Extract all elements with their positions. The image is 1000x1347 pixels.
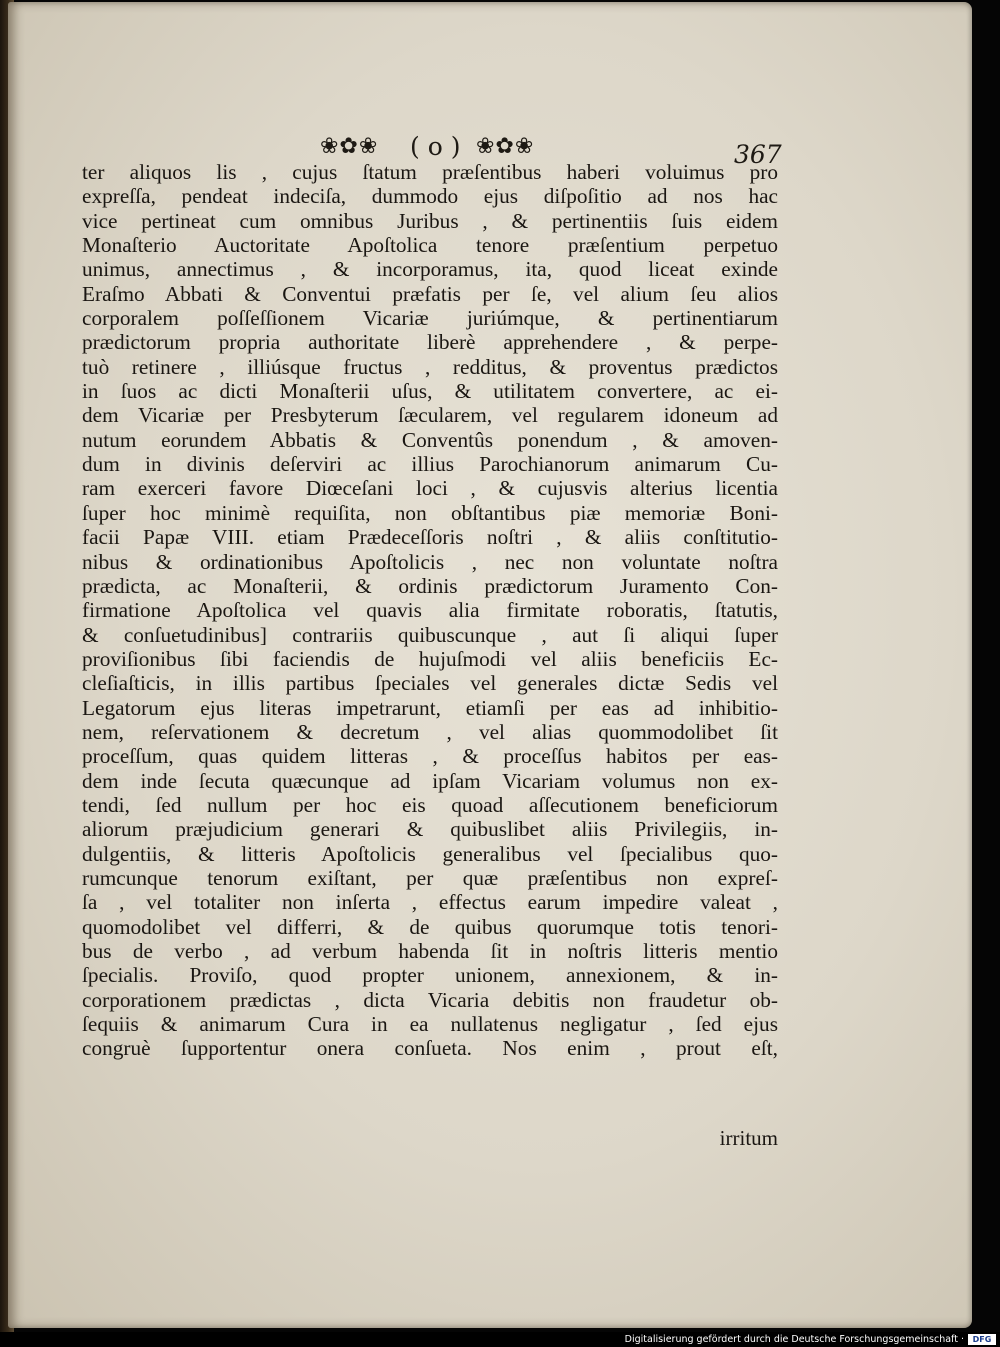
text-line: nutum eorundem Abbatis & Conventûs ponendum , & amoven- [82,427,778,452]
text-line: in ſuos ac dicti Monaſterii uſus, & utilitatem convertere, ac ei- [82,379,778,404]
text-line: nem, reſervationem & decretum , vel alias quommodolibet ſit [82,719,778,744]
header-mark: ( o ) [410,132,461,161]
text-line: unimus, annectimus , & incorporamus, ita, quod liceat exinde [82,257,778,282]
text-line: & conſuetudinibus] contrariis quibuscunque , aut ſi aliqui ſuper [82,622,778,647]
text-line: ſpecialis. Proviſo, quod propter unionem, annexionem, & in- [82,963,778,988]
text-line: proviſionibus ſibi faciendis de hujuſmodi vel aliis beneficiis Ec- [82,646,778,671]
text-line: quomodolibet vel differri, & de quibus quorumque totis tenori- [82,914,778,939]
text-line: dum in divinis deſerviri ac illius Parochianorum animarum Cu- [82,452,778,477]
text-line: tendi, ſed nullum per hoc eis quoad aſſecutionem beneficiorum [82,792,778,817]
text-line: vice pertineat cum omnibus Juribus , & pertinentiis ſuis eidem [82,208,778,233]
text-line: congruè ſupportentur onera conſueta. Nos enim , prout eſt, [82,1036,778,1061]
text-line: ſa , vel totaliter non inſerta , effectus earum impedire valeat , [82,890,778,915]
text-line: prædicta, ac Monaſterii, & ordinis prædictorum Juramento Con- [82,573,778,598]
text-line: bus de verbo , ad verbum habenda ſit in noſtris litteris mentio [82,939,778,963]
catchword: irritum [719,1126,778,1150]
text-line: ram exerceri favore Diœceſani loci , & cujusvis alterius licentia [82,476,778,501]
text-line: corporationem prædictas , dicta Vicaria debitis non fraudetur ob- [82,987,778,1012]
text-line: tuò retinere , illiúsque fructus , redditus, & proventus prædictos [82,354,778,379]
text-line: dem Vicariæ per Presbyterum ſæcularem, vel regularem idoneum ad [82,403,778,428]
text-line: ſequiis & animarum Cura in ea nullatenus negligatur , ſed ejus [82,1012,778,1037]
page-number: 367 [734,140,782,169]
dfg-logo: DFG [968,1334,996,1345]
body-text [82,160,778,1061]
text-line: ter aliquos lis , cujus ſtatum præſentibus haberi voluimus pro [82,160,778,184]
text-line: ſuper hoc minimè requiſita, non obſtantibus piæ memoriæ Boni- [82,500,778,525]
header-ornament-right: ❀✿❀ [476,134,535,159]
text-line: proceſſum, quas quidem litteras , & proceſſus habitos per eas- [82,744,778,769]
text-line: expreſſa, pendeat indeciſa, dummodo ejus diſpoſitio ad nos hac [82,184,778,209]
text-line: facii Papæ VIII. etiam Prædeceſſoris noſtri , & aliis conſtitutio- [82,525,778,550]
book-page [8,2,972,1328]
text-line: dem inde ſecuta quæcunque ad ipſam Vicariam volumus non ex- [82,768,778,793]
text-line: Legatorum ejus literas impetrarunt, etiamſi per eas ad inhibitio- [82,695,778,720]
header-ornament-left: ❀✿❀ [320,134,379,159]
funding-credit: Digitalisierung gefördert durch die Deutsche Forschungsgemeinschaft · [624,1334,964,1345]
text-line: dulgentiis, & litteris Apoſtolicis generalibus vel ſpecialibus quo- [82,841,778,866]
text-line: corporalem poſſeſſionem Vicariæ juriúmque, & pertinentiarum [82,306,778,331]
text-line: Eraſmo Abbati & Conventui præfatis per ſe, vel alium ſeu alios [82,281,778,306]
text-line: Monaſterio Auctoritate Apoſtolica tenore præſentium perpetuo [82,233,778,258]
text-line: nibus & ordinationibus Apoſtolicis , nec non voluntate noſtra [82,549,778,574]
text-line: rumcunque tenorum exiſtant, per quæ præſentibus non expreſ- [82,865,778,890]
text-line: firmatione Apoſtolica vel quavis alia firmitate roboratis, ſtatutis, [82,598,778,623]
footer-bar [0,1332,1000,1347]
text-line: cleſiaſticis, in illis partibus ſpeciales vel generales dictæ Sedis vel [82,671,778,696]
text-line: prædictorum propria authoritate liberè apprehendere , & perpe- [82,330,778,355]
text-line: aliorum præjudicium generari & quibuslibet aliis Privilegiis, in- [82,817,778,842]
